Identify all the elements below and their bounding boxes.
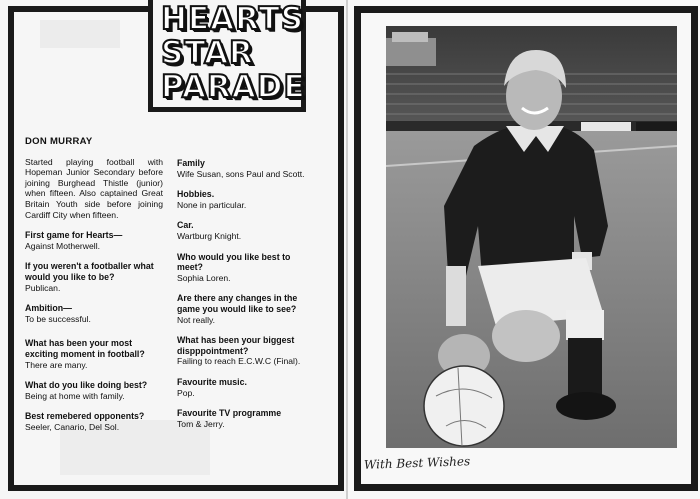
answer: Against Motherwell. xyxy=(25,240,100,251)
answer: Not really. xyxy=(177,314,216,325)
autograph-caption: With Best Wishes xyxy=(363,454,471,472)
title-block xyxy=(148,0,306,112)
question: Best remebered opponents? xyxy=(25,411,145,422)
question: Ambition— xyxy=(25,303,72,314)
question: If you weren't a footballer what would you like to be? xyxy=(25,261,154,282)
question: What has been your most exciting moment in football? xyxy=(25,338,145,359)
question: Family xyxy=(177,158,205,168)
interview-column-left xyxy=(25,137,163,442)
answer: Sophia Loren. xyxy=(177,272,231,283)
title-line: HEARTS xyxy=(161,1,305,37)
answer: Pop. xyxy=(177,387,195,398)
player-bio: Started playing football with Hopeman Junior Secondary before joining Burghead Thistle (junior) when fifteen. Also captained Great Britain Youth side before joining Cardiff City when fifteen. xyxy=(25,156,163,220)
answer: None in particular. xyxy=(177,199,247,210)
player-name: DON MURRAY xyxy=(25,136,93,147)
player-photo xyxy=(386,26,677,448)
answer: Wartburg Knight. xyxy=(177,230,242,241)
question: Hobbies. xyxy=(177,189,215,200)
question: What do you like doing best? xyxy=(25,380,148,391)
answer: Tom & Jerry. xyxy=(177,418,225,429)
answer: To be successful. xyxy=(25,313,91,324)
bleed-through-shadow xyxy=(40,20,120,48)
left-page xyxy=(0,0,346,499)
answer: Publican. xyxy=(25,282,61,293)
interview-column-right xyxy=(177,158,315,439)
right-page xyxy=(346,0,700,499)
answer: Wife Susan, sons Paul and Scott. xyxy=(177,168,305,179)
title-line: STAR xyxy=(161,35,254,71)
question: Who would you like best to meet? xyxy=(177,251,291,273)
question: First game for Hearts— xyxy=(25,230,123,241)
title-line: PARADE xyxy=(161,69,306,105)
question: Car. xyxy=(177,220,194,231)
answer: Failing to reach E.C.W.C (Final). xyxy=(177,356,301,367)
question: Are there any changes in the game you would like to see? xyxy=(177,293,298,314)
question: Favourite music. xyxy=(177,376,247,387)
answer: Seeler, Canario, Del Sol. xyxy=(25,421,120,432)
question: Favourite TV programme xyxy=(177,408,282,419)
question: What has been your biggest dispppointment? xyxy=(177,335,295,356)
answer: There are many. xyxy=(25,359,88,370)
answer: Being at home with family. xyxy=(25,390,125,401)
